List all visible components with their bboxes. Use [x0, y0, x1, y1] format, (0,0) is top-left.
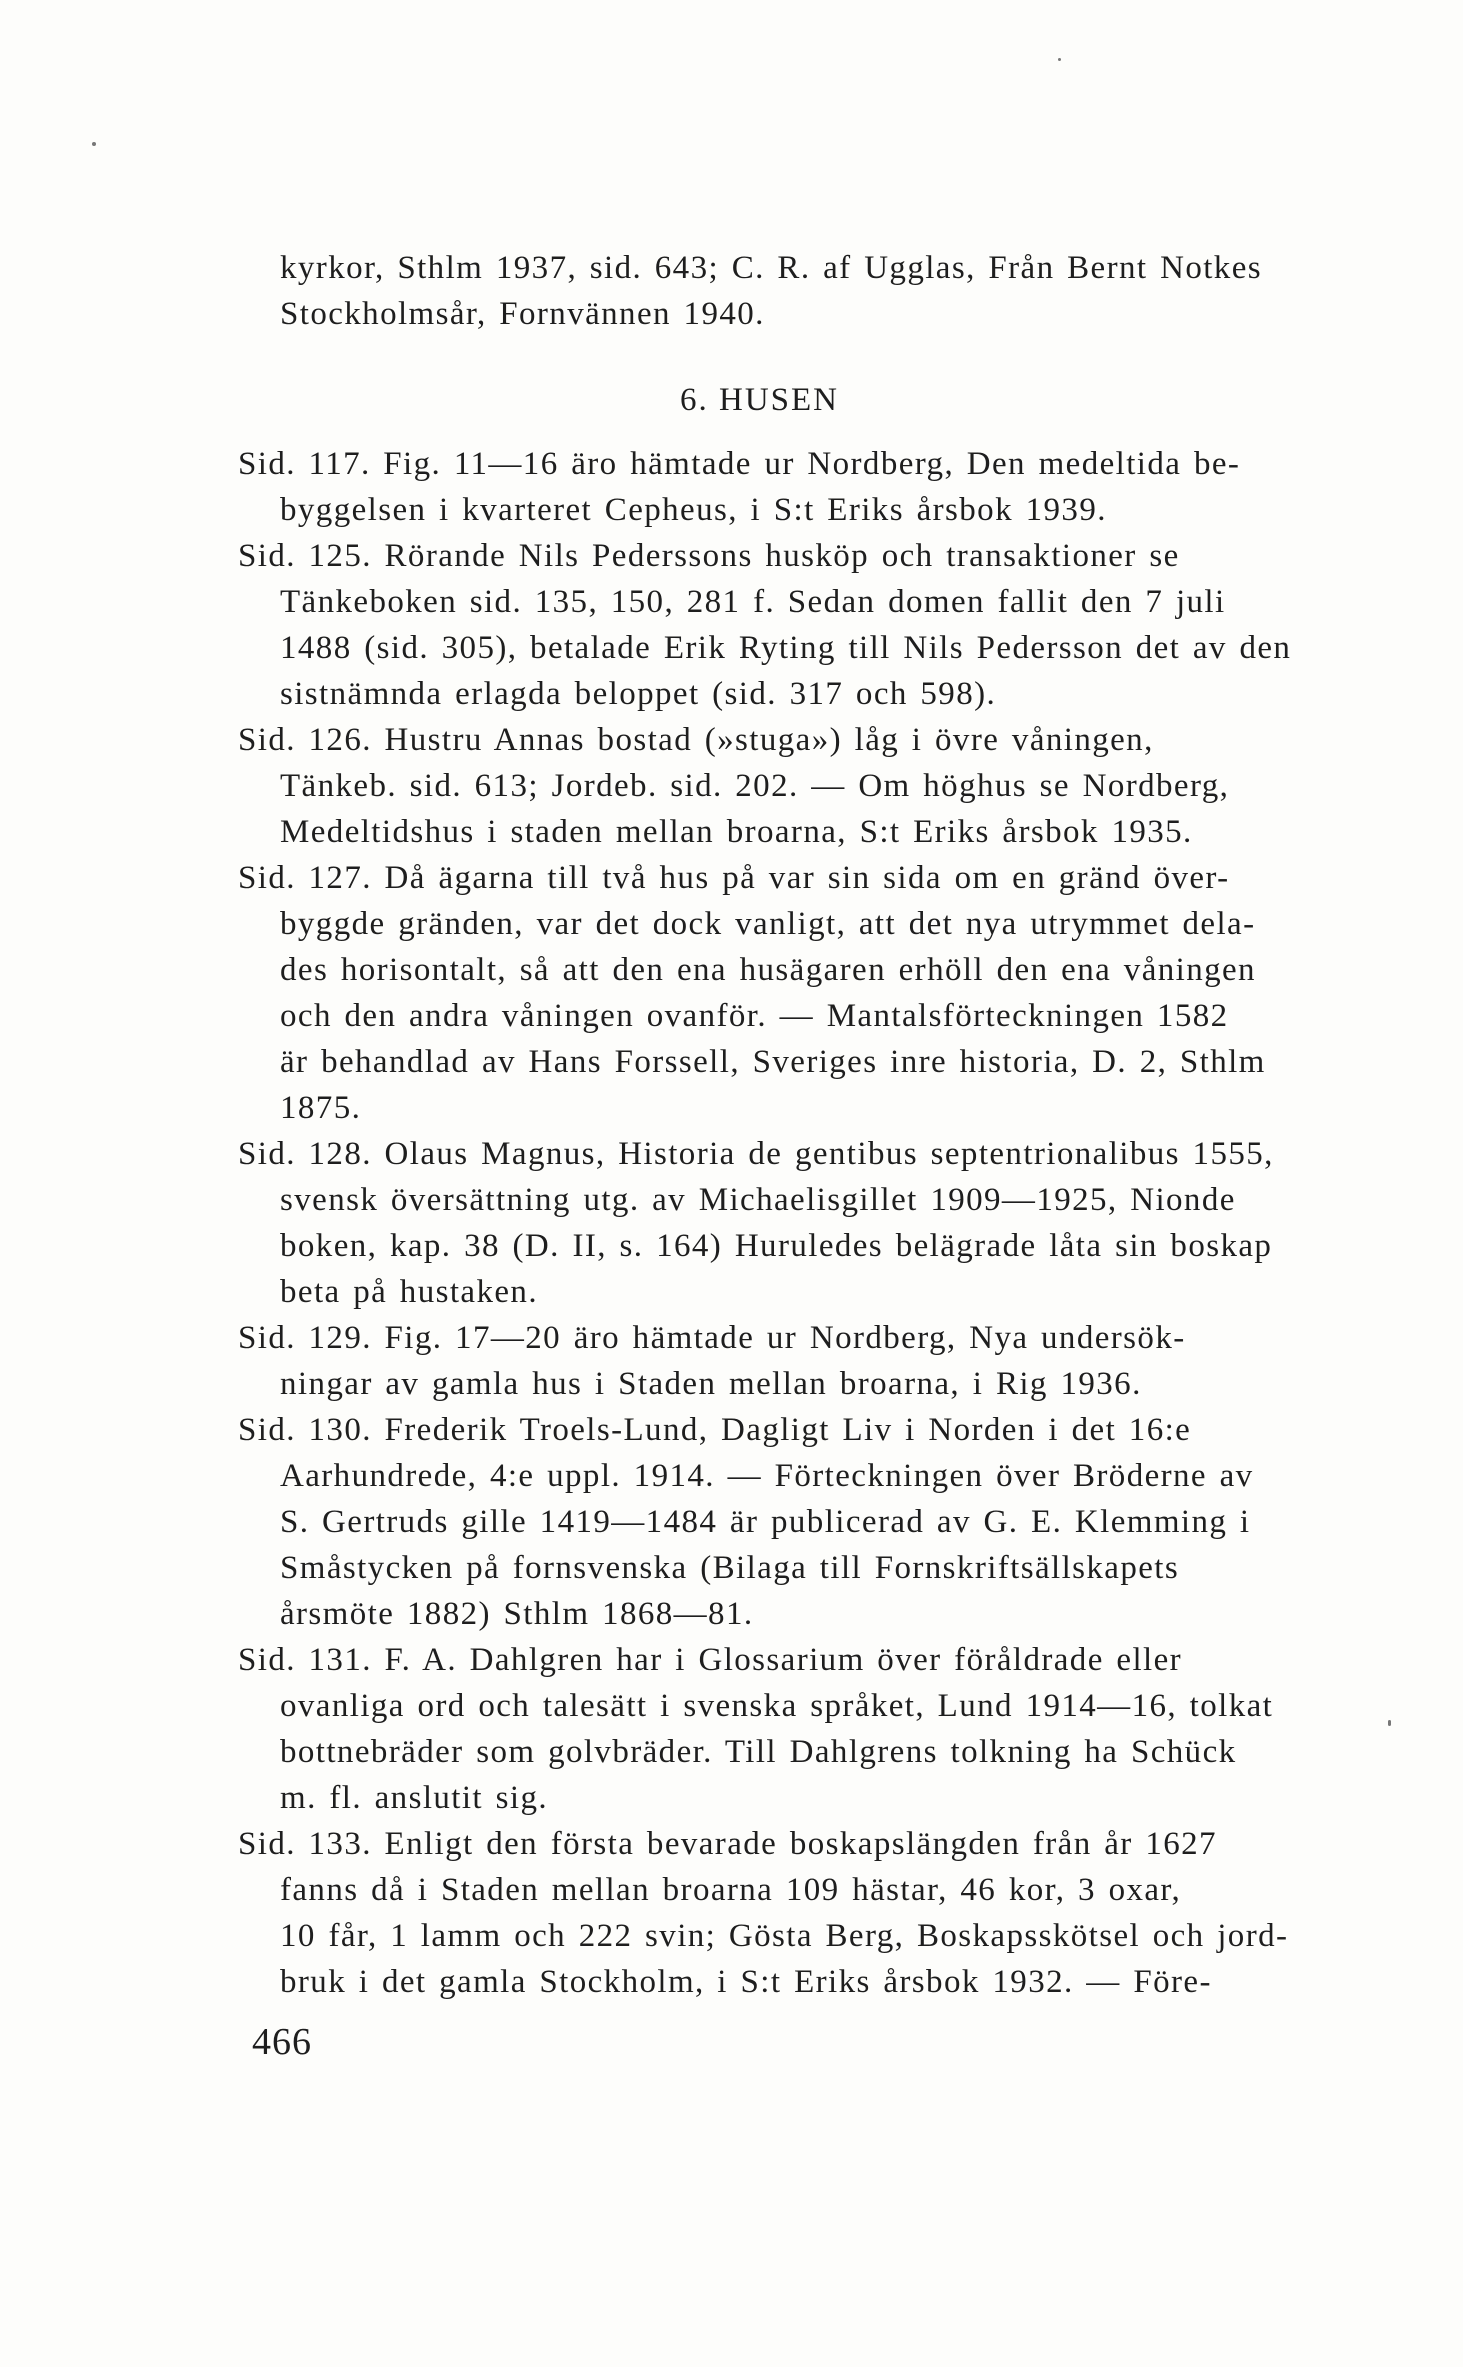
text-line: bruk i det gamla Stockholm, i S:t Eriks årsbok 1932. — Före- [280, 1964, 1212, 2000]
text-line: bottnebräder som golvbräder. Till Dahlgrens tolkning ha Schück [280, 1734, 1237, 1770]
text-line: Sid. 126. Hustru Annas bostad (»stuga») låg i övre våningen, [238, 722, 1154, 758]
text-line: fanns då i Staden mellan broarna 109 hästar, 46 kor, 3 oxar, [280, 1872, 1182, 1908]
text-line: beta på hustaken. [280, 1274, 538, 1310]
text-line: byggde gränden, var det dock vanligt, att det nya utrymmet dela- [280, 906, 1256, 942]
text-line: 10 får, 1 lamm och 222 svin; Gösta Berg, Boskapsskötsel och jord- [280, 1918, 1289, 1954]
text-line: des horisontalt, så att den ena husägaren erhöll den ena våningen [280, 952, 1256, 988]
intro-line: Stockholmsår, Fornvännen 1940. [280, 296, 765, 332]
text-line: svensk översättning utg. av Michaelisgillet 1909—1925, Nionde [280, 1182, 1236, 1218]
paper-speck [1388, 1720, 1391, 1726]
text-line: Tänkeb. sid. 613; Jordeb. sid. 202. — Om höghus se Nordberg, [280, 768, 1230, 804]
text-line: 1488 (sid. 305), betalade Erik Ryting till Nils Pedersson det av den [280, 630, 1292, 666]
text-line: ovanliga ord och talesätt i svenska språket, Lund 1914—16, tolkat [280, 1688, 1274, 1724]
text-line: Sid. 127. Då ägarna till två hus på var sin sida om en gränd över- [238, 860, 1230, 896]
text-line: Sid. 129. Fig. 17—20 äro hämtade ur Nordberg, Nya undersök- [238, 1320, 1186, 1356]
paper-speck [1058, 58, 1061, 61]
text-line: 1875. [280, 1090, 362, 1126]
text-line: är behandlad av Hans Forssell, Sveriges inre historia, D. 2, Sthlm [280, 1044, 1266, 1080]
text-line: Aarhundrede, 4:e uppl. 1914. — Förteckningen över Bröderne av [280, 1458, 1254, 1494]
intro-line: kyrkor, Sthlm 1937, sid. 643; C. R. af Ugglas, Från Bernt Notkes [280, 250, 1262, 286]
text-line: Sid. 133. Enligt den första bevarade boskapslängden från år 1627 [238, 1826, 1217, 1862]
text-line: S. Gertruds gille 1419—1484 är publicerad av G. E. Klemming i [280, 1504, 1251, 1540]
text-line: Tänkeboken sid. 135, 150, 281 f. Sedan domen fallit den 7 juli [280, 584, 1226, 620]
paper-speck [92, 142, 96, 146]
text-line: Sid. 117. Fig. 11—16 äro hämtade ur Nordberg, Den medeltida be- [238, 446, 1241, 482]
section-heading: 6. HUSEN [680, 382, 840, 418]
text-line: årsmöte 1882) Sthlm 1868—81. [280, 1596, 754, 1632]
text-line: Sid. 130. Frederik Troels-Lund, Dagligt Liv i Norden i det 16:e [238, 1412, 1192, 1448]
text-line: m. fl. anslutit sig. [280, 1780, 548, 1816]
text-line: byggelsen i kvarteret Cepheus, i S:t Eriks årsbok 1939. [280, 492, 1107, 528]
text-line: ningar av gamla hus i Staden mellan broarna, i Rig 1936. [280, 1366, 1142, 1402]
text-line: och den andra våningen ovanför. — Mantalsförteckningen 1582 [280, 998, 1229, 1034]
page-number: 466 [252, 2021, 312, 2063]
text-line: Sid. 125. Rörande Nils Pederssons husköp och transaktioner se [238, 538, 1180, 574]
text-line: sistnämnda erlagda beloppet (sid. 317 och 598). [280, 676, 997, 712]
text-line: boken, kap. 38 (D. II, s. 164) Huruledes belägrade låta sin boskap [280, 1228, 1273, 1264]
text-line: Sid. 131. F. A. Dahlgren har i Glossarium över föråldrade eller [238, 1642, 1183, 1678]
text-line: Småstycken på fornsvenska (Bilaga till Fornskriftsällskapets [280, 1550, 1180, 1586]
text-line: Sid. 128. Olaus Magnus, Historia de gentibus septentrionalibus 1555, [238, 1136, 1274, 1172]
text-line: Medeltidshus i staden mellan broarna, S:t Eriks årsbok 1935. [280, 814, 1193, 850]
